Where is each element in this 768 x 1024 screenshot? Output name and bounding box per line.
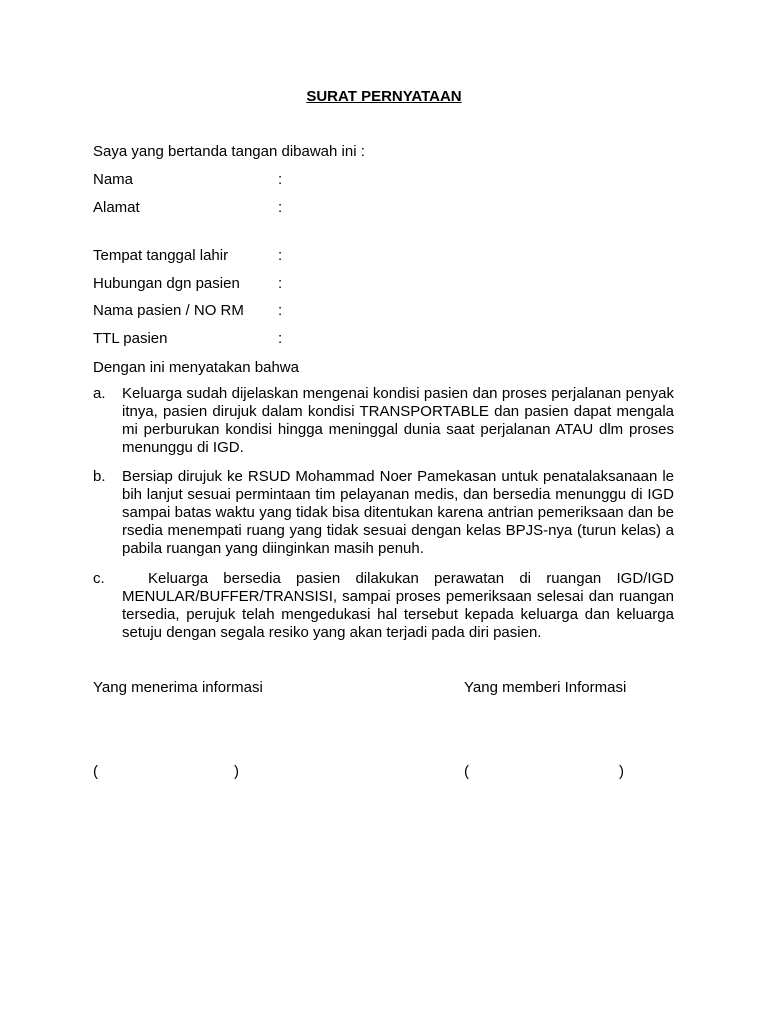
- field-label: Nama pasien / NO RM: [93, 302, 244, 319]
- item-marker: c.: [93, 570, 105, 587]
- item-text: Bersiap dirujuk ke RSUD Mohammad Noer Pamekasan untuk penatalaksanaan lebih lanjut sesuai permintaan tim pelayanan medis, dan bersedia menunggu di IGD sampai batas waktu yang tidak bisa ditentukan karena antrian pemeriksaan dan bersedia menempati ruang yang tidak sesuai dengan kelas BPJS-nya (turun kelas) apabila ruangan yang diinginkan masih penuh.: [122, 468, 674, 557]
- field-colon: :: [278, 275, 283, 292]
- statement-item-c: [93, 570, 674, 642]
- document-title: SURAT PERNYATAAN: [306, 88, 462, 105]
- field-nama: [93, 171, 693, 191]
- field-tempat-tanggal-lahir: [93, 247, 693, 267]
- receiver-open-paren: (: [93, 763, 98, 780]
- item-text: Keluarga sudah dijelaskan mengenai kondisi pasien dan proses perjalanan penyakitnya, pasien dirujuk dalam kondisi TRANSPORTABLE dan pasien dapat mengalami perburukan kondisi hingga meninggal dunia saat perjalanan ATAU dlm proses menunggu di IGD.: [122, 385, 674, 456]
- receiver-close-paren: ): [234, 763, 239, 780]
- giver-close-paren: ): [619, 763, 624, 780]
- intro-text: Saya yang bertanda tangan dibawah ini :: [93, 143, 365, 160]
- statement-item-b: [93, 468, 674, 558]
- field-colon: :: [278, 247, 283, 264]
- field-label: TTL pasien: [93, 330, 168, 347]
- field-label: Alamat: [93, 199, 140, 216]
- field-colon: :: [278, 199, 283, 216]
- field-label: Hubungan dgn pasien: [93, 275, 240, 292]
- field-nama-pasien: [93, 302, 693, 322]
- receiver-label: Yang menerima informasi: [93, 679, 263, 696]
- statement-item-a: [93, 385, 674, 457]
- field-colon: :: [278, 171, 283, 188]
- item-marker: a.: [93, 385, 106, 402]
- field-colon: :: [278, 330, 283, 347]
- field-ttl-pasien: [93, 330, 693, 350]
- field-hubungan: [93, 275, 693, 295]
- item-text: Keluarga bersedia pasien dilakukan perawatan di ruangan IGD/IGD MENULAR/BUFFER/TRANSISI, sampai proses pemeriksaan selesai dan ruangan tersedia, perujuk telah mengedukasi hal tersebut kepada keluarga dan keluarga setuju dengan segala resiko yang akan terjadi pada diri pasien.: [122, 570, 674, 641]
- giver-label: Yang memberi Informasi: [464, 679, 627, 696]
- item-marker: b.: [93, 468, 106, 485]
- field-colon: :: [278, 302, 283, 319]
- field-label: Nama: [93, 171, 134, 188]
- declaration-text: Dengan ini menyatakan bahwa: [93, 359, 299, 376]
- field-label: Tempat tanggal lahir: [93, 247, 229, 264]
- giver-open-paren: (: [464, 763, 469, 780]
- field-alamat: [93, 199, 693, 219]
